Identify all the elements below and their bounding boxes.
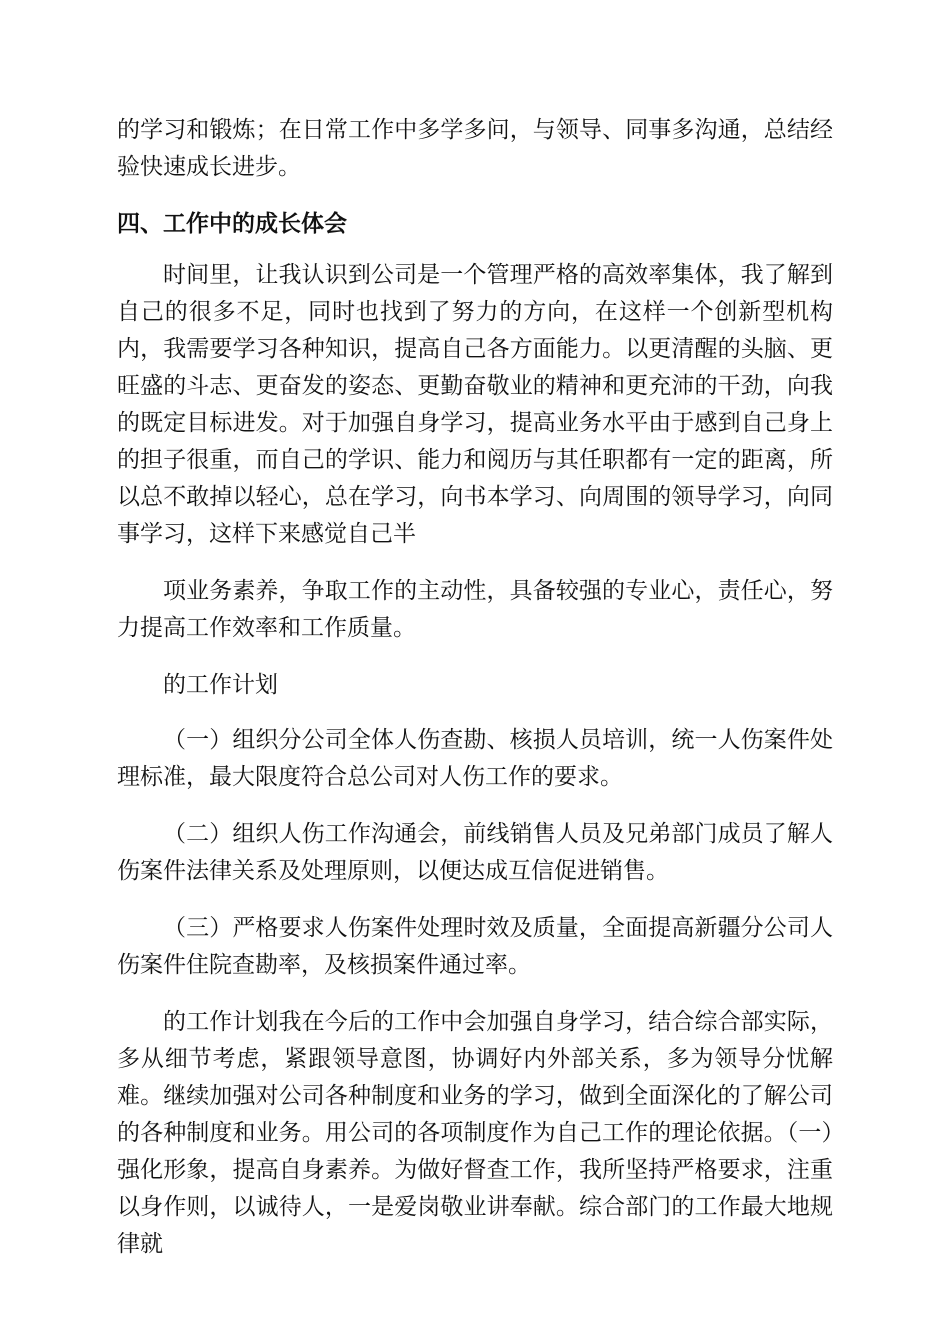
document-body: [117, 112, 833, 1283]
section-heading: 四、工作中的成长体会: [117, 211, 347, 237]
paragraph-plan-title: 的工作计划: [163, 672, 278, 698]
plan-item-2: （二）组织人伤工作沟通会，前线销售人员及兄弟部门成员了解人伤案件法律关系及处理原则，以便达成互信促进销售。: [117, 821, 833, 884]
paragraph-intro: 的学习和锻炼；在日常工作中多学多问，与领导、同事多沟通，总结经验快速成长进步。: [117, 117, 833, 180]
paragraph-skills: 项业务素养，争取工作的主动性，具备较强的专业心，责任心，努力提高工作效率和工作质量。: [117, 578, 833, 641]
plan-item-3: （三）严格要求人伤案件处理时效及质量，全面提高新疆分公司人伤案件住院查勘率，及核损案件通过率。: [117, 915, 833, 978]
plan-item-1: （一）组织分公司全体人伤查勘、核损人员培训，统一人伤案件处理标准，最大限度符合总公司对人伤工作的要求。: [117, 727, 833, 790]
paragraph-growth: 时间里，让我认识到公司是一个管理严格的高效率集体，我了解到自己的很多不足，同时也找到了努力的方向，在这样一个创新型机构内，我需要学习各种知识，提高自己各方面能力。以更清醒的头脑、更旺盛的斗志、更奋发的姿态、更勤奋敬业的精神和更充沛的干劲，向我的既定目标进发。对于加强自身学习，提高业务水平由于感到自己身上的担子很重，而自己的学识、能力和阅历与其任职都有一定的距离，所以总不敢掉以轻心，总在学习，向书本学习、向周围的领导学习，向同事学习，这样下来感觉自己半: [117, 262, 833, 547]
paragraph-plan-detail: 的工作计划我在今后的工作中会加强自身学习，结合综合部实际，多从细节考虑，紧跟领导意图，协调好内外部关系，多为领导分忧解难。继续加强对公司各种制度和业务的学习，做到全面深化的了解公司的各种制度和业务。用公司的各项制度作为自己工作的理论依据。（一）强化形象，提高自身素养。为做好督查工作，我所坚持严格要求，注重以身作则，以诚待人，一是爱岗敬业讲奉献。综合部门的工作最大地规律就: [117, 1009, 833, 1257]
